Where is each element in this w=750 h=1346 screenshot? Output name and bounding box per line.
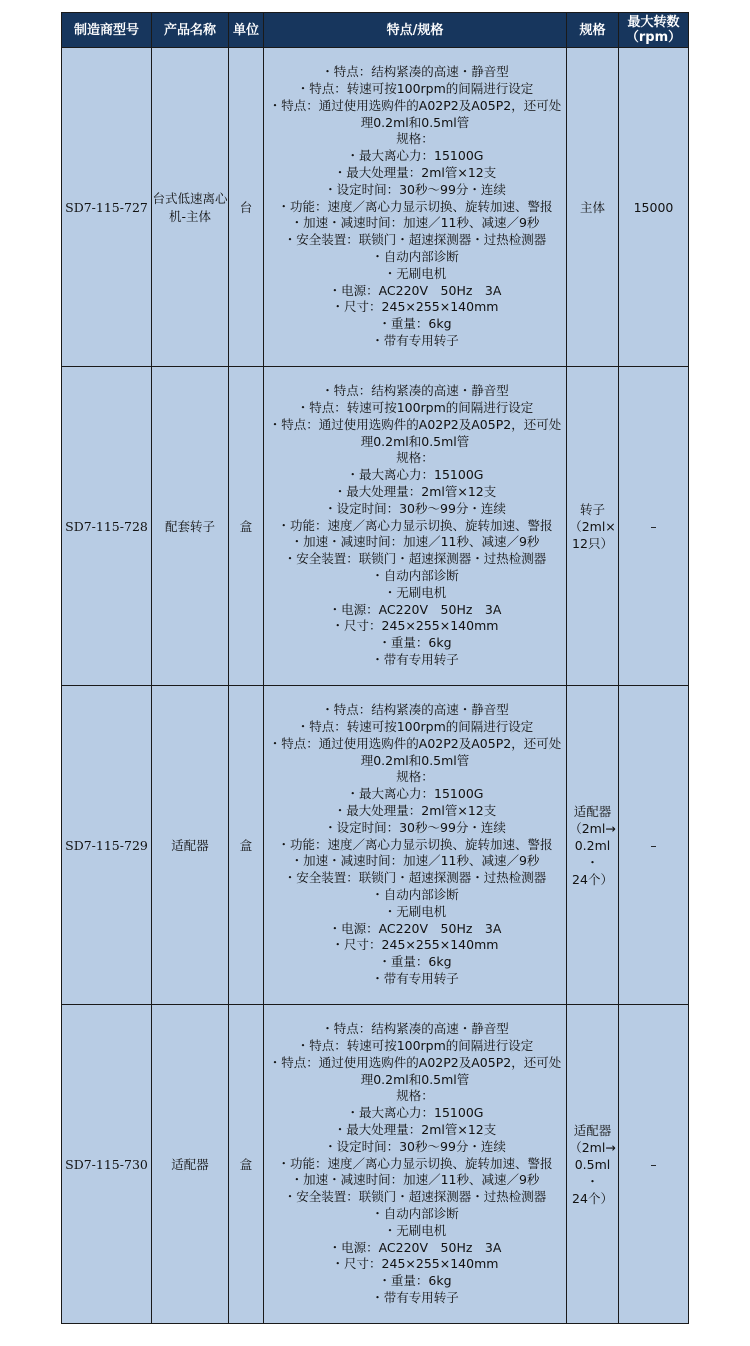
feature-line: ・带有专用转子: [371, 1289, 459, 1305]
feature-line: ・加速・减速时间：加速／11秒、减速／9秒: [290, 1172, 540, 1188]
spec-line: ・: [586, 1173, 599, 1189]
feature-line: ・安全装置：联锁门・超速探测器・过热检测器: [283, 551, 547, 567]
feature-line: ・带有专用转子: [371, 332, 459, 348]
table-row: [62, 48, 689, 367]
table-row: [62, 1005, 689, 1324]
table-row: [62, 686, 689, 1005]
feature-line: 规格：: [396, 131, 434, 147]
feature-line: ・特点：结构紧凑的高速・静音型: [321, 1021, 509, 1037]
model-cell: SD7-115-728: [62, 367, 152, 686]
product-spec-table: [61, 12, 689, 1324]
feature-line: ・特点：通过使用选购件的A02P2及A05P2，还可处理0.2ml和0.5ml管: [268, 1054, 562, 1087]
feature-line: ・最大离心力：15100G: [346, 467, 484, 483]
max-speed-cell: –: [619, 367, 689, 686]
unit-cell: 盒: [229, 686, 264, 1005]
feature-line: ・带有专用转子: [371, 970, 459, 986]
feature-line: ・自动内部诊断: [371, 248, 459, 264]
feature-line: ・加速・减速时间：加速／11秒、减速／9秒: [290, 534, 540, 550]
spec-line: 适配器: [573, 1122, 612, 1138]
feature-line: ・特点：转速可按100rpm的间隔进行设定: [296, 400, 534, 416]
header-model: 制造商型号: [62, 13, 152, 48]
header-max-speed-label: 最大转数: [627, 15, 680, 30]
spec-cell: [567, 48, 619, 367]
feature-line: ・尺寸：245×255×140mm: [331, 618, 499, 634]
header-row: [62, 13, 689, 48]
spec-line: 转子: [579, 501, 605, 517]
header-max-speed: [619, 13, 689, 48]
unit-cell: 盒: [229, 367, 264, 686]
feature-line: ・最大离心力：15100G: [346, 1105, 484, 1121]
feature-line: ・最大处理量：2ml管×12支: [333, 803, 497, 818]
feature-line: 规格：: [396, 450, 434, 466]
spec-line: （2ml→: [569, 1139, 616, 1155]
feature-line: ・加速・减速时间：加速／11秒、减速／9秒: [290, 215, 540, 231]
feature-line: ・自动内部诊断: [371, 1205, 459, 1221]
spec-line: 0.5ml: [574, 1156, 611, 1172]
features-cell: [264, 1005, 567, 1324]
feature-line: ・电源：AC220V 50Hz 3A: [328, 282, 502, 298]
spec-line: 12只）: [572, 535, 613, 551]
feature-line: ・特点：结构紧凑的高速・静音型: [321, 383, 509, 399]
feature-line: ・加速・减速时间：加速／11秒、减速／9秒: [290, 853, 540, 869]
spec-line: （2ml×: [569, 518, 616, 534]
spec-cell: [567, 686, 619, 1005]
feature-line: ・设定时间：30秒～99分・连续: [324, 500, 506, 516]
feature-line: ・电源：AC220V 50Hz 3A: [328, 1239, 502, 1255]
feature-line: ・电源：AC220V 50Hz 3A: [328, 920, 502, 936]
feature-line: ・带有专用转子: [371, 651, 459, 667]
feature-line: ・安全装置：联锁门・超速探测器・过热检测器: [283, 1189, 547, 1205]
spec-line: 适配器: [573, 803, 612, 819]
header-product-name: 产品名称: [152, 13, 229, 48]
header-spec: 规格: [567, 13, 619, 48]
spec-line: ・: [586, 854, 599, 870]
header-unit: 单位: [229, 13, 264, 48]
feature-line: ・设定时间：30秒～99分・连续: [324, 819, 506, 835]
spec-line: （2ml→: [569, 820, 616, 836]
feature-line: ・无刷电机: [383, 265, 447, 281]
spec-cell: [567, 367, 619, 686]
feature-line: ・无刷电机: [383, 903, 447, 919]
product-name-cell: 适配器: [152, 686, 229, 1005]
feature-line: ・特点：通过使用选购件的A02P2及A05P2，还可处理0.2ml和0.5ml管: [268, 735, 562, 768]
feature-line: ・尺寸：245×255×140mm: [331, 937, 499, 953]
model-cell: SD7-115-730: [62, 1005, 152, 1324]
header-features: 特点/规格: [264, 13, 567, 48]
feature-line: ・功能：速度／离心力显示切换、旋转加速、警报: [277, 1155, 553, 1171]
feature-line: ・功能：速度／离心力显示切换、旋转加速、警报: [277, 517, 553, 533]
model-cell: SD7-115-729: [62, 686, 152, 1005]
feature-line: ・特点：通过使用选购件的A02P2及A05P2，还可处理0.2ml和0.5ml管: [268, 97, 562, 130]
feature-line: ・设定时间：30秒～99分・连续: [324, 181, 506, 197]
feature-line: ・最大处理量：2ml管×12支: [333, 165, 497, 180]
feature-line: ・无刷电机: [383, 584, 447, 600]
feature-line: ・特点：转速可按100rpm的间隔进行设定: [296, 719, 534, 735]
feature-line: ・特点：结构紧凑的高速・静音型: [321, 64, 509, 80]
feature-line: ・尺寸：245×255×140mm: [331, 1256, 499, 1272]
model-cell: SD7-115-727: [62, 48, 152, 367]
spec-line: 0.2ml: [574, 837, 611, 853]
feature-line: ・设定时间：30秒～99分・连续: [324, 1138, 506, 1154]
max-speed-cell: –: [619, 686, 689, 1005]
features-cell: [264, 686, 567, 1005]
product-name-cell: 适配器: [152, 1005, 229, 1324]
feature-line: ・特点：通过使用选购件的A02P2及A05P2，还可处理0.2ml和0.5ml管: [268, 416, 562, 449]
feature-line: ・尺寸：245×255×140mm: [331, 299, 499, 315]
feature-line: ・特点：转速可按100rpm的间隔进行设定: [296, 81, 534, 97]
feature-line: 规格：: [396, 769, 434, 785]
spec-line: 主体: [579, 199, 605, 215]
spec-cell: [567, 1005, 619, 1324]
feature-line: 规格：: [396, 1088, 434, 1104]
feature-line: ・最大处理量：2ml管×12支: [333, 484, 497, 499]
table-row: [62, 367, 689, 686]
feature-line: ・重量：6kg: [378, 316, 452, 332]
feature-line: ・电源：AC220V 50Hz 3A: [328, 601, 502, 617]
spec-line: 24个）: [572, 871, 613, 887]
feature-line: ・特点：结构紧凑的高速・静音型: [321, 702, 509, 718]
features-cell: [264, 367, 567, 686]
feature-line: ・最大离心力：15100G: [346, 786, 484, 802]
product-name-cell: 配套转子: [152, 367, 229, 686]
feature-line: ・最大处理量：2ml管×12支: [333, 1122, 497, 1137]
feature-line: ・重量：6kg: [378, 635, 452, 651]
max-speed-cell: –: [619, 1005, 689, 1324]
feature-line: ・最大离心力：15100G: [346, 148, 484, 164]
feature-line: ・安全装置：联锁门・超速探测器・过热检测器: [283, 232, 547, 248]
features-cell: [264, 48, 567, 367]
feature-line: ・安全装置：联锁门・超速探测器・过热检测器: [283, 870, 547, 886]
header-max-speed-unit: （rpm）: [625, 30, 682, 45]
feature-line: ・重量：6kg: [378, 1273, 452, 1289]
feature-line: ・功能：速度／离心力显示切换、旋转加速、警报: [277, 836, 553, 852]
spec-line: 24个）: [572, 1190, 613, 1206]
feature-line: ・特点：转速可按100rpm的间隔进行设定: [296, 1038, 534, 1054]
unit-cell: 台: [229, 48, 264, 367]
max-speed-cell: 15000: [619, 48, 689, 367]
feature-line: ・无刷电机: [383, 1222, 447, 1238]
unit-cell: 盒: [229, 1005, 264, 1324]
feature-line: ・自动内部诊断: [371, 567, 459, 583]
feature-line: ・功能：速度／离心力显示切换、旋转加速、警报: [277, 198, 553, 214]
feature-line: ・重量：6kg: [378, 954, 452, 970]
feature-line: ・自动内部诊断: [371, 886, 459, 902]
product-name-cell: 台式低速离心机-主体: [152, 48, 229, 367]
